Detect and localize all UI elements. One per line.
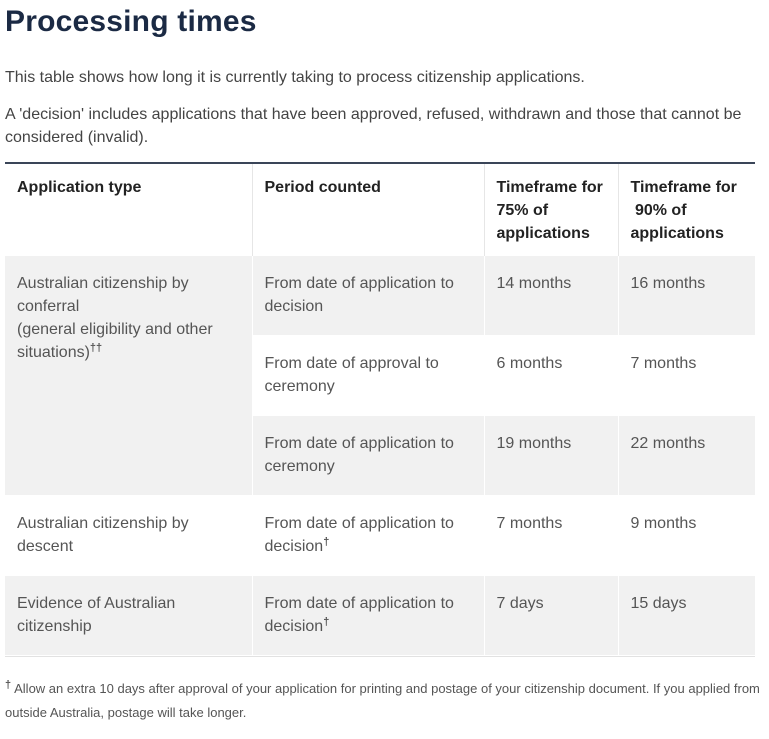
cell-timeframe-75: 7 months xyxy=(484,496,618,576)
header-timeframe-75-line2: 75% of xyxy=(496,202,549,219)
dagger-mark: † xyxy=(323,616,330,628)
cell-period: From date of application to ceremony xyxy=(252,416,484,496)
header-timeframe-75-line3: applications xyxy=(496,225,590,242)
page-title: Processing times xyxy=(5,5,257,38)
footnote-text: Allow an extra 10 days after approval of your application for printing and postage of your citizenship document. If you applied from outside Australia, postage will take longer. xyxy=(5,681,760,720)
cell-timeframe-90: 22 months xyxy=(618,416,755,496)
type-conferral-line2: (general eligibility and other situations) xyxy=(17,321,213,361)
header-timeframe-90 xyxy=(618,163,755,256)
cell-timeframe-90: 9 months xyxy=(618,496,755,576)
cell-period xyxy=(252,576,484,656)
cell-period xyxy=(252,496,484,576)
header-application-type: Application type xyxy=(5,163,252,256)
cell-type-evidence: Evidence of Australian citizenship xyxy=(5,576,252,656)
footnote-dagger-mark: † xyxy=(5,679,12,691)
cell-timeframe-90: 16 months xyxy=(618,256,755,336)
intro-text: This table shows how long it is currently taking to process citizenship applications. xyxy=(5,69,585,86)
cell-timeframe-75: 6 months xyxy=(484,336,618,416)
header-timeframe-75-line1: Timeframe for xyxy=(496,179,603,196)
cell-timeframe-90: 15 days xyxy=(618,576,755,656)
processing-times-table xyxy=(5,162,755,656)
type-conferral-line1: Australian citizenship by conferral xyxy=(17,275,189,315)
header-timeframe-75 xyxy=(484,163,618,256)
cell-timeframe-75: 14 months xyxy=(484,256,618,336)
period-evidence-text: From date of application to decision xyxy=(264,595,454,635)
footnote xyxy=(5,677,765,725)
cell-period: From date of approval to ceremony xyxy=(252,336,484,416)
decision-definition-text: A 'decision' includes applications that have been approved, refused, withdrawn and those that cannot be considered (invalid). xyxy=(5,106,742,146)
table-header-row xyxy=(5,163,755,256)
processing-times-table-wrap xyxy=(5,162,755,657)
cell-timeframe-90: 7 months xyxy=(618,336,755,416)
header-timeframe-90-line1: Timeframe for xyxy=(630,179,737,196)
cell-period: From date of application to decision xyxy=(252,256,484,336)
cell-timeframe-75: 7 days xyxy=(484,576,618,656)
cell-type-conferral xyxy=(5,256,252,496)
cell-timeframe-75: 19 months xyxy=(484,416,618,496)
cell-type-descent: Australian citizenship by descent xyxy=(5,496,252,576)
header-timeframe-90-line2: 90% of xyxy=(634,202,687,219)
header-timeframe-90-line3: applications xyxy=(630,225,724,242)
header-period-counted: Period counted xyxy=(252,163,484,256)
period-descent-text: From date of application to decision xyxy=(264,515,454,555)
table-row xyxy=(5,256,755,336)
table-row xyxy=(5,496,755,576)
dagger-mark: † xyxy=(323,536,330,548)
double-dagger-mark: †† xyxy=(89,342,103,354)
table-row xyxy=(5,576,755,656)
